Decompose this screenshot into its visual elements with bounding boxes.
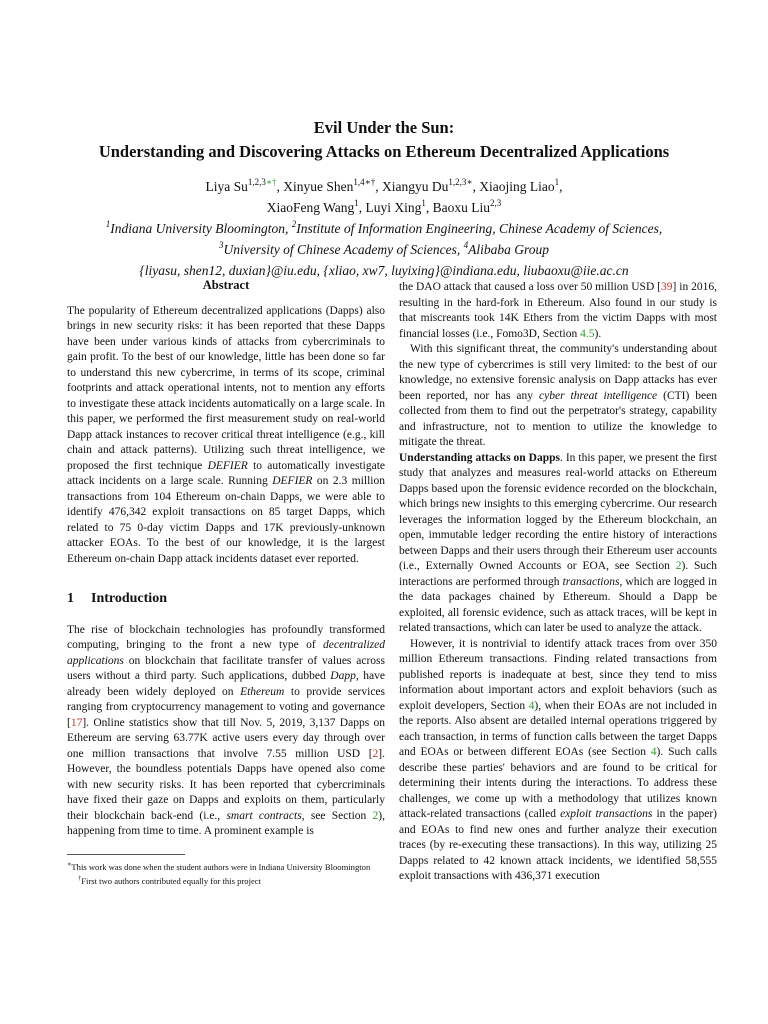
abstract-heading: Abstract xyxy=(202,278,250,292)
section-ref-link[interactable]: 2 xyxy=(372,809,379,822)
body-paragraph: the DAO attack that caused a loss over 50 million USD [39] in 2016, resulting in the hard-fork in Ethereum. Also found in our study is that miscreants took 14K Ethers from the victim Dapps with most financial losses (i.e., Fomo3D, Section 4.5). xyxy=(399,281,717,340)
citation-link[interactable]: 39 xyxy=(661,281,673,293)
section-number: 1 xyxy=(67,591,74,606)
intro-paragraph: The rise of blockchain technologies has profoundly transformed computing, bringing to the front a new type of decentralized applications on blockchain that facilitate transfer of values across users without a third party. Such applications, dubbed Dapp, have already been widely deployed on Ethereum to provide services ranging from cryptocurrency management to voting and governance [17]. Online statistics show that till Nov. 5, 2019, 3,137 Dapps on Ethereum are serving 63.77K active users every day through over one million transactions that involve 7.55 million USD [2]. However, the boundless potentials Dapps have opened also come with new security risks. It has been reported that cybercriminals have fixed their gaze on Dapps and exploits on them, particularly their blockchain back-end (i.e., smart contracts, see Section 2), happening from time to time. A prominent example is xyxy=(67,623,386,837)
affiliations-line-2: $^3$University of Chinese Academy of Sciences, $^4$Alibaba Group xyxy=(219,240,549,257)
footnote-rule xyxy=(67,854,185,855)
footnote-2: †First two authors contributed equally for this project xyxy=(78,874,261,886)
author-name: XiaoFeng Wang xyxy=(266,200,355,215)
body-paragraph: With this significant threat, the community's understanding about the new type of cybercrimes is still very limited: to the best of our knowledge, no extensive forensic analysis on Dapp attacks has ever been reported, nor has any cyber threat intelligence (CTI) been collected from them to find out the perpetrator's strategy, capability and infrastructure, not to mention to utilize the knowledge to mitigate the threat. xyxy=(399,343,717,448)
citation-link[interactable]: 2 xyxy=(372,747,379,760)
affiliations-line-1: $^1$Indiana University Bloomington, $^2$Institute of Information Engineering, Chinese Academy of Sciences, xyxy=(105,219,663,236)
body-paragraph: However, it is nontrivial to identify attack traces from over 350 million Ethereum transactions. Finding related transactions from published reports is inadequate at best, since they tend to miss information about important actors and exploit behaviors (such as exploit developers, Section 4), when their EOAs are not included in the reports. Also absent are detailed internal operations triggered by each transaction, in terms of function calls between the target Dapps and EOAs or between different EOAs (see Section 4). Such calls describe these parties' behaviors and are found to be critical for determining their intents during the interactions. To address these challenges, we come up with a methodology that utilizes known attack-related transactions (called exploit transactions in the paper) and EOAs to find new ones and further analyze their execution traces (by re-executing these transactions). In this way, utilizing 25 Dapps related to 42 known attack incidents, we identified 58,555 exploit transactions with 436,371 execution xyxy=(399,637,717,882)
section-ref-link[interactable]: 2 xyxy=(675,560,682,572)
author-name: Xiaojing Liao xyxy=(479,179,555,194)
paper-title xyxy=(40,116,728,164)
author-name: Baoxu Liu xyxy=(432,200,491,215)
author-mark: ∗† xyxy=(265,177,277,187)
citation-link[interactable]: 17 xyxy=(70,716,83,729)
author-name: Xiangyu Du xyxy=(382,179,449,194)
left-column xyxy=(67,278,385,887)
author-block xyxy=(40,176,728,281)
section-ref-link[interactable]: 4.5 xyxy=(580,327,595,340)
author-name: Xinyue Shen xyxy=(283,179,354,194)
title-line-2: Understanding and Discovering Attacks on Ethereum Decentralized Applications xyxy=(98,142,670,161)
run-in-heading: Understanding attacks on Dapps xyxy=(399,451,560,464)
title-line-1: Evil Under the Sun: xyxy=(313,118,455,137)
body-paragraph: Understanding attacks on Dapps. In this paper, we present the first study that analyzes and measures real-world attacks on Ethereum Dapps based upon the forensic evidence recorded on the blockchain, which brings new insights to this emerging cybercrime. Our research leverages the information logged by the Ethereum blockchain, an open, immutable ledger recording the entire history of interactions between Dapps and their users through their Ethereum user accounts (i.e., Externally Owned Accounts or EOA, see Section 2). Such interactions are performed through transactions, which are logged in the data packages chained by Ethereum. Should a Dapp be exploited, all forensic evidence, such as attack traces, will be kept in related transactions, which can later be used to analyze the attack. xyxy=(399,451,717,634)
author-list-line-1: Liya $Su^{1,2,3∗\dagger}$, Xinyue Shen$^{1,4∗\dagger}$, Xiangyu $Du^{1,2,3∗}$, Xiaojing Liao$^1$, xyxy=(205,177,563,194)
author-name: Liya Su xyxy=(205,179,248,194)
section-ref-link[interactable]: 4 xyxy=(528,699,535,712)
right-column xyxy=(399,280,717,885)
author-list-line-2: XiaoFeng Wang$^1$, Luyi Xing$^1$, Baoxu Liu$^{2,3}$ xyxy=(266,198,502,215)
section-heading-introduction xyxy=(67,591,385,607)
section-title: Introduction xyxy=(91,591,167,606)
author-emails: {liyasu, shen12, duxian}@iu.edu, {xliao, xw7, luyixing}@indiana.edu, liubaoxu@iie.ac.cn xyxy=(139,263,629,278)
author-name: Luyi Xing xyxy=(365,200,422,215)
abstract-text: The popularity of Ethereum decentralized applications (Dapps) also brings in new security risks: it has been reported that these Dapps have been under various kinds of attacks from cybercriminals to gain profit. To the best of our knowledge, little has been done so far to understand this new cybercrime, in terms of its scope, criminal footprints and attack operational intents, not to mention any efforts to investigate these attack incidents automatically on a large scale. In this paper, we performed the first measurement study on real-world Dapp attack instances to recover critical threat intelligence (e.g., kill chain and attack patterns). Utilizing such threat intelligence, we proposed the first technique DEFIER to automatically investigate attack incidents on a large scale. Running DEFIER on 2.3 million transactions from 104 Ethereum on-chain Dapps, we were able to identify 476,342 exploit transactions on 85 target Dapps, which related to 75 0-day victim Dapps and 17K previously-unknown attacker EOAs. To the best of our knowledge, it is the largest Ethereum on-chain Dapp attack incidents dataset ever reported. xyxy=(67,304,386,565)
footnote-1: ∗This work was done when the student authors were in Indiana University Bloomington xyxy=(67,860,371,872)
section-ref-link[interactable]: 4 xyxy=(650,746,657,758)
